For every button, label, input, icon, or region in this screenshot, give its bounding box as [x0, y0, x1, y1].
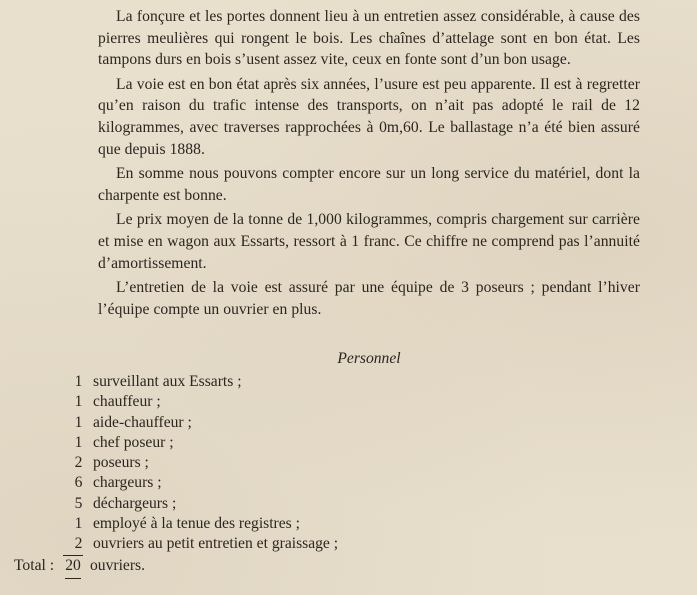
staff-label: chef poseur ;	[93, 433, 174, 451]
staff-count: 1	[74, 393, 83, 411]
list-item	[70, 534, 490, 554]
staff-count: 1	[74, 373, 83, 390]
staff-label: ouvriers au petit entretien et graissage ;	[93, 535, 339, 553]
staff-count: 6	[74, 474, 83, 492]
staff-label: surveillant aux Essarts ;	[93, 373, 242, 390]
staff-label: employé à la tenue des registres ;	[93, 515, 300, 533]
paragraph-entretien: L’entretien de la voie est assuré par une équipe de 3 poseurs ; pendant l’hiver l’équipe compte un ouvrier en plus.	[98, 279, 640, 318]
paragraph-prix: Le prix moyen de la tonne de 1,000 kilogrammes, compris chargement sur carrière et mise en wagon aux Essarts, ressort à 1 franc. Ce chiffre ne comprend pas l’annuité d’amortissement.	[98, 211, 640, 272]
staff-label: chargeurs ;	[93, 474, 162, 492]
staff-count: 5	[74, 494, 83, 512]
total-count: 20	[62, 555, 84, 577]
paragraph-voie: La voie est en bon état après six années, l’usure est peu apparente. Il est à regretter qu’en raison du trafic intense des transports, on n’ait pas adopté le rail de 12 kilogrammes, avec traverses rapprochées à 0m,60. Le ballastage n’a été bien assuré que depuis 1888.	[98, 75, 640, 158]
staff-label: déchargeurs ;	[93, 494, 177, 512]
paragraph-materiel: En somme nous pouvons compter encore sur un long service du matériel, dont la charpente est bonne.	[98, 165, 640, 204]
staff-label: poseurs ;	[93, 454, 149, 472]
list-item	[70, 433, 490, 453]
staff-count: 1	[74, 515, 83, 533]
total-row	[14, 555, 145, 577]
staff-count: 2	[74, 535, 83, 553]
list-item	[70, 413, 490, 433]
staff-list	[70, 372, 490, 555]
document-page	[98, 6, 640, 385]
staff-count: 1	[74, 413, 83, 431]
list-item	[70, 372, 490, 392]
staff-count: 2	[74, 454, 83, 472]
list-item	[70, 494, 490, 514]
list-item	[70, 473, 490, 493]
total-word: ouvriers.	[90, 557, 145, 574]
staff-label: chauffeur ;	[93, 393, 161, 411]
list-item	[70, 514, 490, 534]
list-item	[70, 453, 490, 473]
section-title-personnel: Personnel	[337, 350, 401, 368]
staff-label: aide-chauffeur ;	[93, 413, 192, 431]
total-label: Total :	[14, 557, 55, 574]
staff-count: 1	[74, 433, 83, 451]
list-item	[70, 392, 490, 412]
paragraph-wagons: La fonçure et les portes donnent lieu à un entretien assez considérable, à cause des pierres meulières qui rongent le bois. Les chaînes d’attelage sont en bon état. Les tampons durs en bois s’usent assez vite, ceux en fonte sont d’un bon usage.	[98, 8, 640, 69]
